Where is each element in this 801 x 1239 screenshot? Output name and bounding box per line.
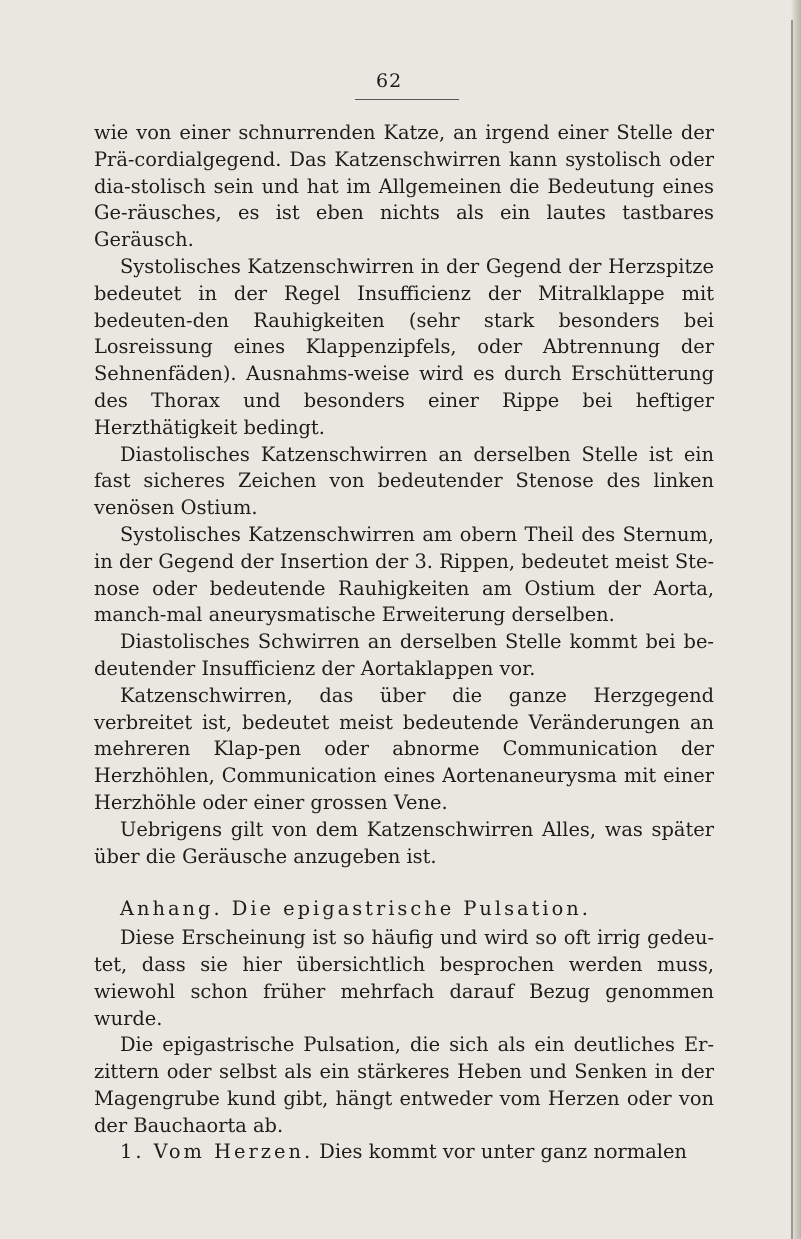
header-rule [355, 99, 459, 100]
paragraph: Diastolisches Katzenschwirren an derselben Stelle ist ein fast sicheres Zeichen von bedeutender Stenose des linken venösen Ostium. [94, 442, 714, 520]
paragraph: Diastolisches Schwirren an derselben Stelle kommt bei be-deutender Insufficienz der Aortaklappen vor. [94, 630, 714, 680]
paragraph: Systolisches Katzenschwirren in der Gegend der Herzspitze bedeutet in der Regel Insufficienz der Mitralklappe mit bedeuten-den Rauhigkeiten (sehr stark besonders bei Losreissung eines Klappenzipfels, oder Abtrennung der Sehnenfäden). Ausnahms-weise wird es durch Erschütterung des Thorax und besonders einer Rippe bei heftiger Herzthätigkeit bedingt. [94, 254, 714, 439]
body-text [94, 120, 714, 1166]
paragraph: wie von einer schnurrenden Katze, an irgend einer Stelle der Prä-cordialgegend. Das Katzenschwirren kann systolisch oder dia-stolisch sein und hat im Allgemeinen die Bedeutung eines Ge-räusches, es ist eben nichts als ein lautes tastbares Geräusch. [94, 121, 714, 252]
paragraph: Uebrigens gilt von dem Katzenschwirren Alles, was später über die Geräusche anzugeben ist. [94, 817, 714, 868]
page-number: 62 [376, 70, 403, 92]
last-line-text: Dies kommt vor unter ganz normalen [319, 1140, 687, 1164]
last-line [94, 1139, 714, 1166]
paragraph: Die epigastrische Pulsation, die sich als ein deutliches Er-zittern oder selbst als ein stärkeres Heben und Senken in der Magengrube kund gibt, hängt entweder vom Herzen oder von der Bauchaorta ab. [94, 1033, 714, 1137]
paragraph: Diese Erscheinung ist so häufig und wird so oft irrig gedeu-tet, dass sie hier übersichtlich besprochen werden muss, wiewohl schon früher mehrfach darauf Bezug genommen wurde. [94, 926, 714, 1030]
paragraph: Katzenschwirren, das über die ganze Herzgegend verbreitet ist, bedeutet meist bedeutende Veränderungen an mehreren Klap-pen oder abnorme Communication der Herzhöhlen, Communication eines Aortenaneurysma mit einer Herzhöhle oder einer grossen Vene. [94, 683, 714, 814]
page-edge-line [791, 20, 793, 1239]
section-heading: Anhang. Die epigastrische Pulsation. [120, 897, 591, 921]
subsection-lead: 1. Vom Herzen. [120, 1140, 314, 1164]
paragraph: Systolisches Katzenschwirren am obern Theil des Sternum, in der Gegend der Insertion der 3. Rippen, bedeutet meist Ste-nose oder bedeutende Rauhigkeiten am Ostium der Aorta, manch-mal aneurysmatische Erweiterung derselben. [94, 522, 714, 627]
